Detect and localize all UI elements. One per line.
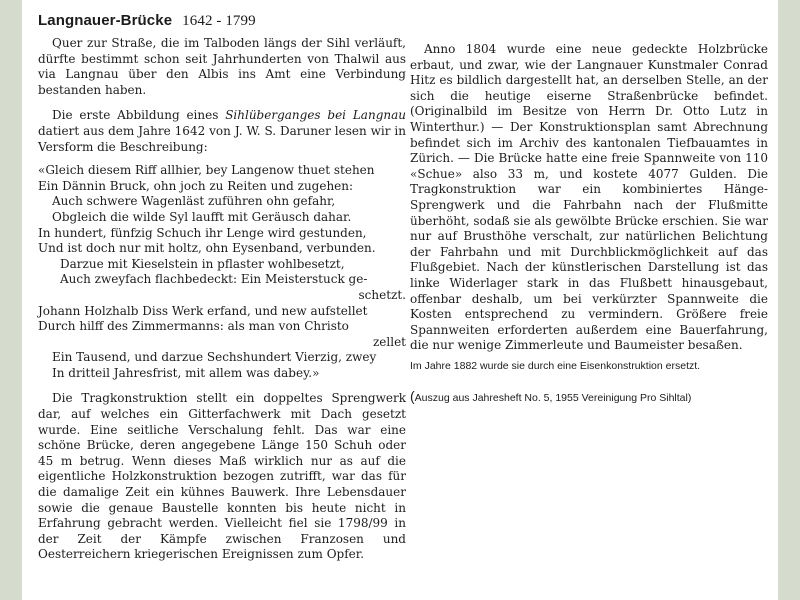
verse-line: In hundert, fünfzig Schuch ihr Lenge wird gestunden,	[38, 225, 367, 240]
verse-line: Ein Dännin Bruck, ohn joch zu Reiten und zugehen:	[38, 178, 354, 193]
verse-line: Obgleich die wilde Syl laufft mit Geräusch dahar.	[52, 209, 352, 224]
right-column	[410, 42, 768, 404]
paragraph-structure: Die Tragkonstruktion stellt ein doppeltes Sprengwerk dar, auf welches ein Gitterfachwerk mit Dach gesetzt wurde. Eine seitliche Verschalung fehlt. Das war eine schöne Brücke, deren angegebene Länge 150 Schuh oder 45 m betrug. Wenn dieses Maß wirklich nur as auf die eigentliche Holzkonstruktion bezogen zutrifft, war das für die damalige Zeit ein kühnes Bauwerk. Ihre Lebensdauer sowie die genaue Baustelle konnten bis heute nicht in Erfahrung gebracht werden. Vielleicht fiel sie 1798/99 in der Zeit der Kämpfe zwischen Franzosen und Oesterreichern kriegerischen Ereignissen zum Opfer.	[38, 391, 406, 562]
paragraph-first-illustration-end: datiert aus dem Jahre 1642 von J. W. S. Daruner lesen wir in Versform die Beschreibung:	[38, 123, 406, 154]
verse-line: Auch schwere Wagenläst zuführen ohn gefahr,	[52, 194, 336, 209]
source-text: Auszug aus Jahresheft No. 5, 1955 Vereinigung Pro Sihltal)	[414, 391, 692, 404]
paragraph-intro: Quer zur Straße, die im Talboden längs der Sihl verläuft, dürfte bestimmt schon seit Jahrhunderten von Thalwil aus via Langnau über den Albis ins Amt eine Verbindung bestanden haben.	[38, 36, 406, 97]
verse-line: In dritteil Jahresfrist, mit allem was dabey.»	[52, 365, 320, 380]
verse-line: Durch hilff des Zimmermanns: als man von Christo	[38, 319, 349, 334]
page-frame-right	[778, 0, 800, 600]
document-page	[22, 0, 778, 600]
paragraph-first-illustration-italic: Sihlüberganges bei Langnau	[225, 108, 406, 123]
paragraph-first-illustration	[38, 108, 406, 155]
verse-block	[38, 163, 406, 381]
source-citation	[410, 388, 768, 404]
verse-line: zellet	[372, 334, 406, 349]
title-years: 1642 - 1799	[182, 13, 256, 29]
verse-line: schetzt.	[358, 287, 406, 302]
paragraph-first-illustration-start: Die erste Abbildung eines	[52, 108, 226, 123]
title-name: Langnauer-Brücke	[38, 12, 173, 29]
verse-line: Auch zweyfach flachbedeckt: Ein Meisterstuck ge-	[60, 272, 368, 287]
verse-line: Darzue mit Kieselstein in pflaster wohlbesetzt,	[60, 256, 345, 271]
left-column	[38, 12, 406, 563]
verse-line: Ein Tausend, und darzue Sechshundert Vierzig, zwey	[52, 350, 377, 365]
note-1882: Im Jahre 1882 wurde sie durch eine Eisenkonstruktion ersetzt.	[410, 359, 701, 372]
source-open-paren: (	[410, 387, 415, 404]
verse-line: Und ist doch nur mit holtz, ohn Eysenband, verbunden.	[38, 241, 376, 256]
paragraph-1804-bridge: Anno 1804 wurde eine neue gedeckte Holzbrücke erbaut, und zwar, wie der Langnauer Kunstmaler Conrad Hitz es bildlich dargestellt hat, an derselben Stelle, an der sich die heutige eiserne Straßenbrücke befindet. (Originalbild im Besitze von Herrn Dr. Otto Lutz in Winterthur.) — Der Konstruktionsplan samt Abrechnung befindet sich im Archiv des kantonalen Tiefbauamtes in Zürich. — Die Brücke hatte eine freie Spannweite von 110 «Schue» also 33 m, und kostete 4077 Gulden. Die Tragkonstruktion war ein kombiniertes Hänge-Sprengwerk und die Fahrbahn nach der Flußmitte überhöht, sodaß sie als gewölbte Brücke erschien. Sie war nur auf Brusthöhe verschalt, zur natürlichen Belichtung der Fahrbahn und mit Durchblickmöglichkeit auf das Flußgebiet. Nach der künstlerischen Darstellung ist das linke Widerlager stark in das Flußbett hinausgebaut, offenbar deshalb, um bei verkürzter Spannweite die Kosten entsprechend zu vermindern. Größere freie Spannweiten erforderten außerdem eine Bauerfahrung, die nur wenige Zimmerleute und Baumeister besaßen.	[410, 42, 768, 353]
page-title	[38, 12, 406, 30]
page-frame-left	[0, 0, 22, 600]
verse-line: Johann Holzhalb Diss Werk erfand, und new aufstellet	[38, 303, 368, 318]
verse-line: «Gleich diesem Riff allhier, bey Langenow thuet stehen	[38, 163, 375, 178]
